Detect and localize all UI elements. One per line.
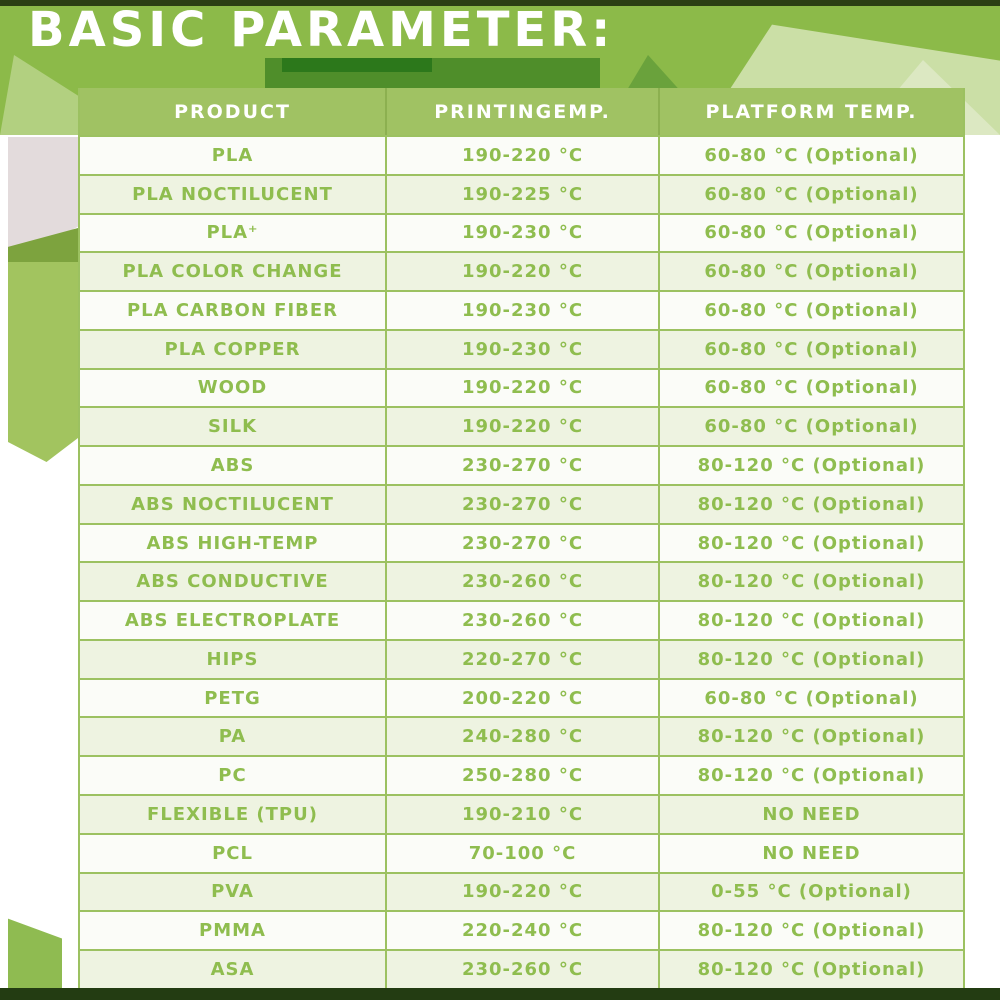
printing-temp-cell: 230-260 °C — [387, 602, 660, 639]
table-row — [80, 290, 963, 329]
product-cell: PLA — [80, 137, 387, 174]
platform-temp-cell: 60-80 °C (Optional) — [704, 183, 919, 205]
table-row — [80, 561, 963, 600]
platform-temp-cell: 80-120 °C (Optional) — [697, 493, 926, 515]
decor-left-green-column — [8, 262, 78, 462]
column-header-product: PRODUCT — [80, 88, 387, 135]
table-row — [80, 949, 963, 988]
table-row — [80, 639, 963, 678]
printing-temp-cell: 190-230 °C — [387, 215, 660, 252]
product-cell: PCL — [80, 835, 387, 872]
product-cell: PA — [80, 718, 387, 755]
printing-temp-cell: 200-220 °C — [387, 680, 660, 717]
table-row — [80, 251, 963, 290]
printing-temp-cell: 220-270 °C — [387, 641, 660, 678]
printing-temp-cell: 190-230 °C — [387, 331, 660, 368]
product-cell: PLA NOCTILUCENT — [80, 176, 387, 213]
platform-temp-cell: 80-120 °C (Optional) — [697, 455, 926, 476]
printing-temp-cell: 230-270 °C — [387, 447, 660, 484]
printing-temp-cell: 250-280 °C — [387, 757, 660, 794]
platform-temp-cell: 80-120 °C (Optional) — [697, 610, 926, 632]
bottom-dark-strip — [0, 988, 1000, 1000]
table-row — [80, 872, 963, 911]
product-cell: FLEXIBLE (TPU) — [80, 796, 387, 833]
printing-temp-cell: 190-230 °C — [387, 292, 660, 329]
product-cell: SILK — [80, 408, 387, 445]
table-row — [80, 716, 963, 755]
platform-temp-cell: 60-80 °C (Optional) — [704, 687, 919, 709]
platform-temp-cell: 80-120 °C (Optional) — [697, 726, 926, 748]
product-cell: ABS ELECTROPLATE — [80, 602, 387, 639]
product-cell: PVA — [80, 874, 387, 911]
printing-temp-cell: 190-220 °C — [387, 253, 660, 290]
printing-temp-cell: 240-280 °C — [387, 718, 660, 755]
table-row — [80, 910, 963, 949]
platform-temp-cell: 60-80 °C (Optional) — [704, 338, 919, 360]
product-cell: ASA — [80, 951, 387, 988]
printing-temp-cell: 230-270 °C — [387, 486, 660, 523]
printing-temp-cell: 230-260 °C — [387, 563, 660, 600]
table-row — [80, 368, 963, 407]
platform-temp-cell: 80-120 °C (Optional) — [697, 958, 926, 980]
page-title: BASIC PARAMETER: — [28, 2, 615, 58]
product-cell: PMMA — [80, 912, 387, 949]
platform-temp-cell: 80-120 °C (Optional) — [697, 920, 926, 942]
product-cell: ABS CONDUCTIVE — [80, 563, 387, 600]
platform-temp-cell: 60-80 °C (Optional) — [704, 299, 919, 321]
product-cell: PLA CARBON FIBER — [80, 292, 387, 329]
printing-temp-cell: 190-210 °C — [387, 796, 660, 833]
platform-temp-cell: 60-80 °C (Optional) — [704, 222, 919, 244]
table-body — [80, 135, 963, 988]
platform-temp-cell: NO NEED — [762, 803, 861, 825]
printing-temp-cell: 190-220 °C — [387, 408, 660, 445]
table-row — [80, 755, 963, 794]
platform-temp-cell: 60-80 °C (Optional) — [704, 377, 919, 399]
platform-temp-cell: 60-80 °C (Optional) — [704, 261, 919, 283]
decor-darker-box — [282, 58, 432, 72]
printing-temp-cell: 190-220 °C — [387, 874, 660, 911]
platform-temp-cell: NO NEED — [762, 842, 861, 864]
platform-temp-cell: 80-120 °C (Optional) — [697, 648, 926, 670]
product-cell: PLA COPPER — [80, 331, 387, 368]
product-cell: PETG — [80, 680, 387, 717]
product-cell: ABS NOCTILUCENT — [80, 486, 387, 523]
table-header-row — [80, 88, 963, 135]
column-header-platform-temp: PLATFORM TEMP. — [660, 88, 963, 135]
table-row — [80, 406, 963, 445]
platform-temp-cell: 60-80 °C (Optional) — [704, 144, 919, 166]
product-cell: WOOD — [80, 370, 387, 407]
platform-temp-cell: 80-120 °C (Optional) — [697, 532, 926, 554]
table-row — [80, 484, 963, 523]
product-cell: PLA COLOR CHANGE — [80, 253, 387, 290]
printing-temp-cell: 190-220 °C — [387, 370, 660, 407]
product-cell: ABS — [80, 447, 387, 484]
table-row — [80, 678, 963, 717]
column-header-printing-temp: PRINTINGEMP. — [387, 88, 660, 135]
product-cell: PLA⁺ — [80, 215, 387, 252]
platform-temp-cell: 0-55 °C (Optional) — [711, 881, 912, 903]
table-row — [80, 329, 963, 368]
platform-temp-cell: 80-120 °C (Optional) — [697, 765, 926, 787]
table-row — [80, 213, 963, 252]
printing-temp-cell: 230-270 °C — [387, 525, 660, 562]
table-row — [80, 174, 963, 213]
platform-temp-cell: 80-120 °C (Optional) — [697, 571, 926, 593]
table-row — [80, 445, 963, 484]
decor-bottom-left-polygon — [8, 912, 62, 995]
table-row — [80, 523, 963, 562]
product-cell: PC — [80, 757, 387, 794]
printing-temp-cell: 190-225 °C — [387, 176, 660, 213]
table-row — [80, 600, 963, 639]
table-row — [80, 833, 963, 872]
printing-temp-cell: 70-100 °C — [387, 835, 660, 872]
product-cell: ABS HIGH-TEMP — [80, 525, 387, 562]
table-row — [80, 794, 963, 833]
printing-temp-cell: 190-220 °C — [387, 137, 660, 174]
parameter-table — [78, 88, 965, 988]
printing-temp-cell: 230-260 °C — [387, 951, 660, 988]
printing-temp-cell: 220-240 °C — [387, 912, 660, 949]
product-cell: HIPS — [80, 641, 387, 678]
platform-temp-cell: 60-80 °C (Optional) — [704, 416, 919, 438]
table-row — [80, 135, 963, 174]
